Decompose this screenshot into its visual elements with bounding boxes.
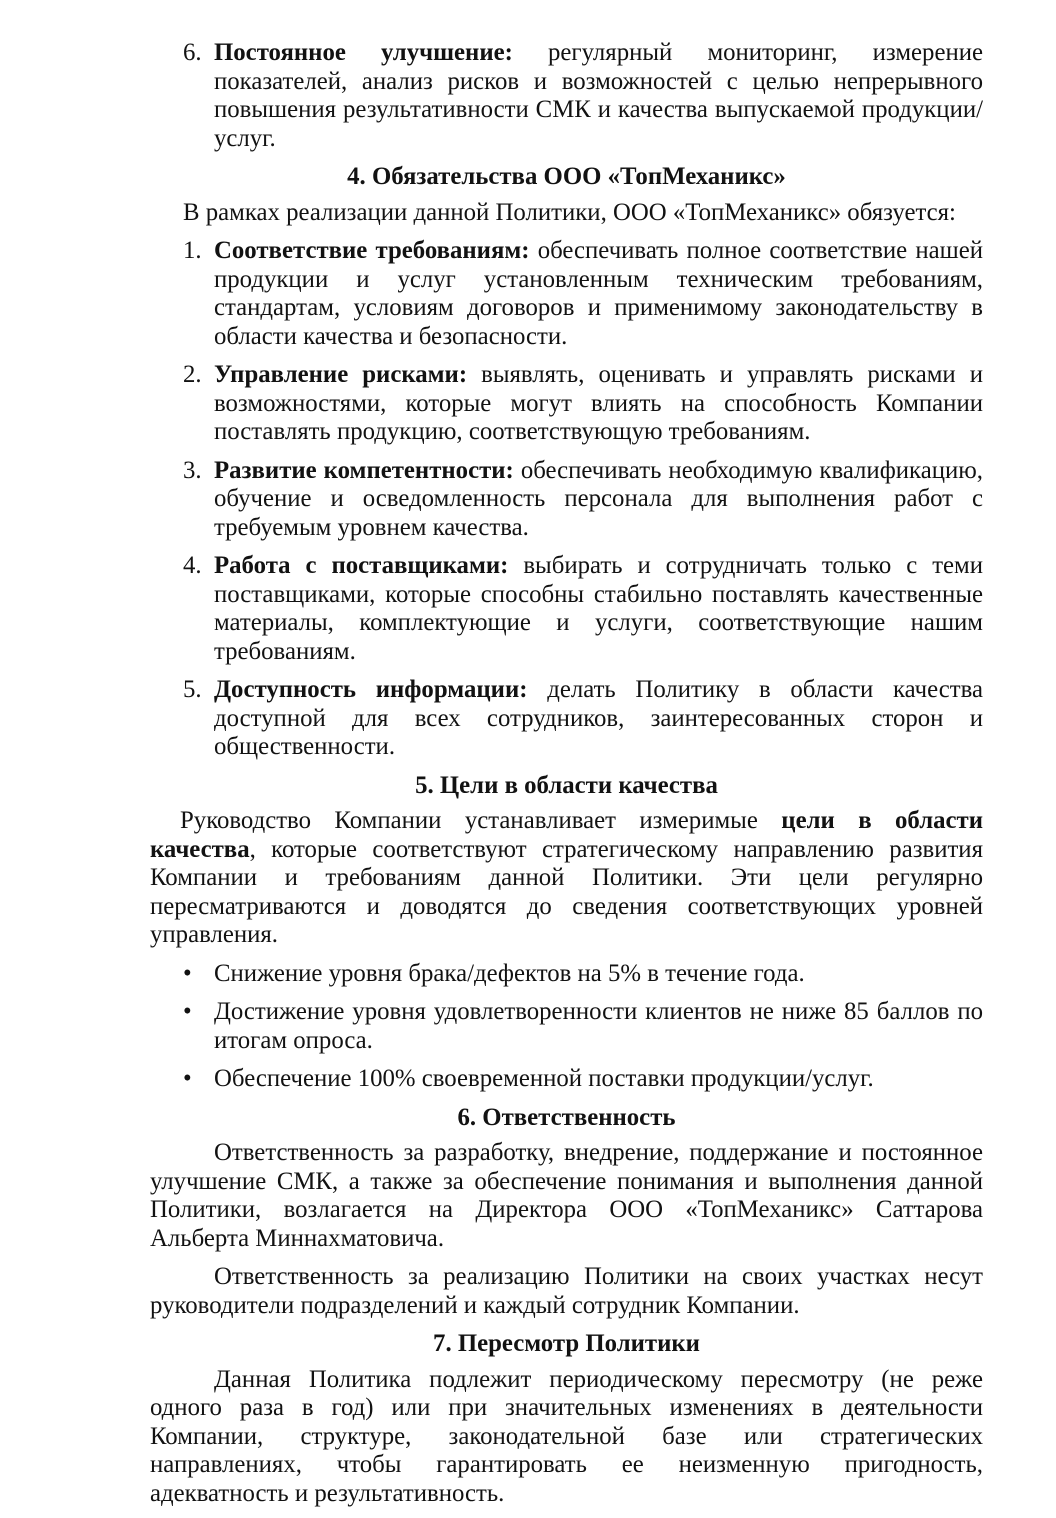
list-item-body: регулярный мониторинг, измерение показателей, анализ рисков и возможностей с целью непрерывного повышения результативности СМК и качества выпускаемой продукции/услуг.	[214, 39, 984, 152]
list-item-title: Развитие компетентности:	[214, 456, 514, 484]
list-item-body: обеспечивать полное соответствие нашей продукции и услуг установленным техническим требованиям, стандартам, условиям договоров и применимому законодательству в области качества и безопасности.	[214, 237, 984, 350]
list-item-body: выявлять, оценивать и управлять рисками и возможностями, которые могут влиять на способность Компании поставлять продукцию, соответствующую требованиям.	[214, 361, 984, 445]
section-heading-policy-review: 7. Пересмотр Политики	[433, 1330, 700, 1357]
paragraph-bold-text: цели в области качества	[150, 807, 984, 863]
list-item-number: 3.	[183, 456, 202, 484]
document-content	[150, 39, 983, 1518]
list-item-number: 5.	[183, 676, 202, 703]
list-item-title: Управление рисками:	[214, 361, 468, 388]
bullet-text: Обеспечение 100% своевременной поставки продукции/услуг.	[214, 1065, 874, 1092]
bullet-marker: •	[183, 998, 192, 1025]
bullet-item-client-satisfaction	[150, 998, 983, 1055]
responsibility-paragraph-1: Ответственность за разработку, внедрение, поддержание и постоянное улучшение СМК, а также за обеспечение понимания и выполнения данной Политики, возлагается на Директора ООО «ТопМеханикс» Саттарова Альберта Миннахматовича.	[150, 1139, 983, 1252]
policy-review-paragraph: Данная Политика подлежит периодическому пересмотру (не реже одного раза в год) или при значительных изменениях в деятельности Компании, структуре, законодательной базе или стратегических направлениях, чтобы гарантировать ее неизменную пригодность, адекватность и результативность.	[150, 1365, 983, 1507]
bullet-marker: •	[183, 1065, 192, 1092]
section-heading-obligations: 4. Обязательства ООО «ТопМеханикс»	[347, 163, 786, 190]
list-item-title: Работа с поставщиками:	[214, 552, 509, 579]
section-heading-responsibility: 6. Ответственность	[457, 1103, 676, 1131]
list-item-competence	[150, 457, 983, 543]
bullet-item-defects-reduction	[150, 960, 983, 989]
list-item-number: 6.	[183, 39, 202, 66]
list-item-continuous-improvement	[150, 39, 983, 153]
list-item-title: Постоянное улучшение:	[214, 39, 513, 66]
list-item-body: обеспечивать необходимую квалификацию, обучение и осведомленность персонала для выполнения работ с требуемым уровнем качества.	[214, 456, 983, 541]
list-item-compliance	[150, 237, 983, 351]
list-item-suppliers	[150, 552, 983, 666]
list-item-number: 2.	[183, 361, 202, 388]
bullet-item-on-time-delivery	[150, 1065, 983, 1094]
bullet-text: Достижение уровня удовлетворенности клиентов не ниже 85 баллов по итогам опроса.	[214, 998, 983, 1054]
list-item-risk-management	[150, 361, 983, 447]
responsibility-paragraph-2: Ответственность за реализацию Политики на своих участках несут руководители подразделений и каждый сотрудник Компании.	[150, 1263, 983, 1319]
bullet-marker: •	[183, 959, 192, 987]
paragraph-text: Руководство Компании устанавливает измеримые	[180, 807, 782, 834]
list-item-number: 1.	[183, 237, 202, 264]
list-item-title: Соответствие требованиям:	[214, 237, 530, 264]
list-item-information-availability	[150, 676, 983, 762]
section-heading-quality-goals: 5. Цели в области качества	[415, 771, 718, 799]
quality-goals-paragraph	[150, 807, 983, 950]
list-item-body: делать Политику в области качества доступной для всех сотрудников, заинтересованных сторон и общественности.	[214, 676, 983, 760]
list-item-number: 4.	[183, 552, 202, 579]
paragraph-text: , которые соответствуют стратегическому направлению развития Компании и требованиям данной Политики. Эти цели регулярно пересматриваются и доводятся до сведения соответствующих уровней управления.	[150, 835, 983, 948]
bullet-text: Снижение уровня брака/дефектов на 5% в течение года.	[214, 959, 805, 987]
intro-paragraph: В рамках реализации данной Политики, ООО «ТопМеханикс» обязуется:	[183, 198, 956, 226]
list-item-body: выбирать и сотрудничать только с теми поставщиками, которые способны стабильно поставлять качественные материалы, комплектующие и услуги, соответствующие нашим требованиям.	[214, 552, 983, 665]
list-item-title: Доступность информации:	[214, 676, 528, 703]
